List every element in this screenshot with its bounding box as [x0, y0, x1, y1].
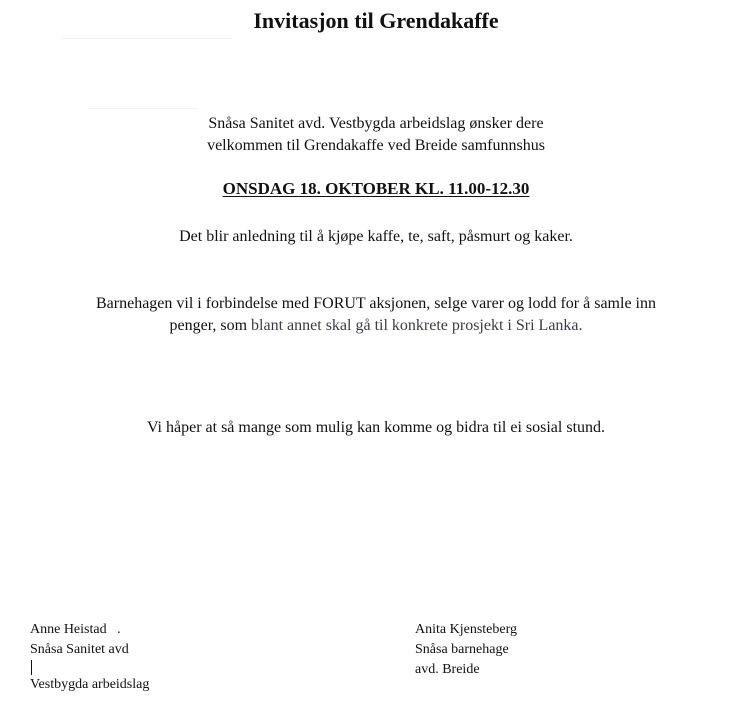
fundraise-line	[0, 315, 752, 337]
event-date-line: ONSDAG 18. OKTOBER KL. 11.00-12.30	[222, 179, 530, 198]
fundraise-paragraph	[0, 293, 752, 337]
signature-unit: avd. Breide	[415, 662, 480, 677]
signature-unit: Vestbygda arbeidslag	[30, 677, 150, 692]
faint-divider	[62, 38, 232, 39]
signature-name: Anne Heistad .	[30, 622, 121, 637]
text-cursor	[31, 660, 32, 675]
signature-name: Anita Kjensteberg	[415, 622, 517, 637]
document-title: Invitasjon til Grendakaffe	[253, 8, 499, 33]
signature-org: Snåsa Sanitet avd	[30, 642, 129, 657]
intro-line: velkommen til Grendakaffe ved Breide samfunnshus	[207, 137, 545, 154]
offer-paragraph: Det blir anledning til å kjøpe kaffe, te, saft, påsmurt og kaker.	[179, 228, 573, 245]
signature-org-line[interactable]	[30, 640, 149, 675]
closing-paragraph: Vi håper at så mange som mulig kan komme og bidra til ei sosial stund.	[146, 419, 606, 436]
fundraise-line-rest: blant annet skal gå til konkrete prosjekt i Sri Lanka.	[251, 317, 583, 334]
signature-right	[415, 620, 517, 680]
fundraise-line-start: penger, som	[169, 317, 252, 334]
intro-line: Snåsa Sanitet avd. Vestbygda arbeidslag ønsker dere	[208, 115, 544, 132]
intro-paragraph	[0, 113, 752, 157]
fundraise-line: Barnehagen vil i forbindelse med FORUT aksjonen, selge varer og lodd for å samle inn	[95, 295, 656, 312]
faint-divider	[88, 108, 198, 109]
signature-left	[30, 620, 149, 695]
signature-org: Snåsa barnehage	[415, 642, 509, 657]
